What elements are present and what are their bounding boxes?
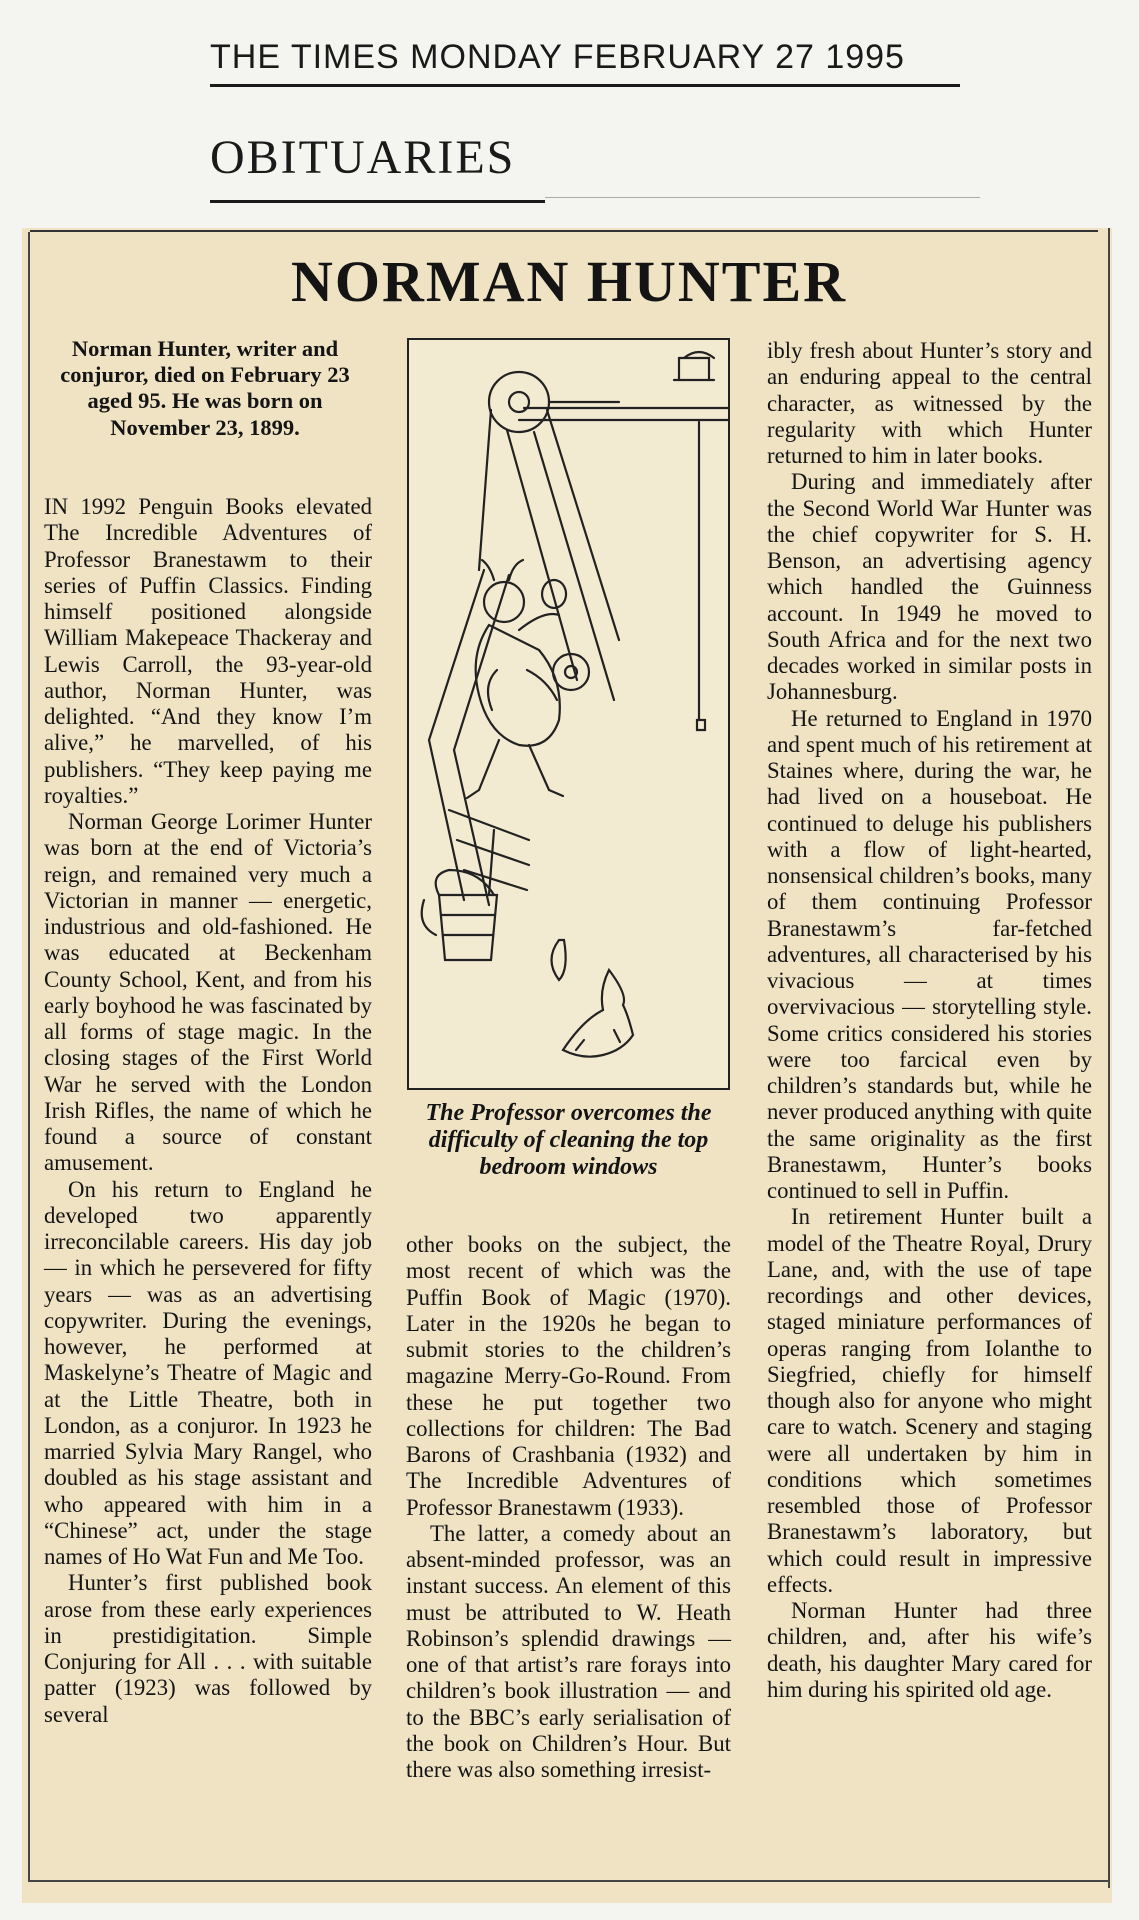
paragraph: other books on the subject, the most recent of which was the Puffin Book of Magic (1970). Later in the 1920s he began to submit stories to the children’s magazine Merry-Go-Round. From these he put together two collections for children: The Bad Barons of Crashbania (1932) and The Incredible Adventures of Professor Branestawm (1933).	[406, 1232, 731, 1520]
paragraph: On his return to England he developed two apparently irreconcilable careers. His day job — in which he persevered for fifty years — was as an advertising copywriter. During the evenings, however, he performed at Maskelyne’s Theatre of Magic and at the Little Theatre, both in London, as a conjuror. In 1923 he married Sylvia Mary Rangel, who doubled as his stage assistant and who appeared with him in a “Chinese” act, under the stage names of Ho Wat Fun and Me Too.	[44, 1176, 372, 1569]
paragraph: He returned to England in 1970 and spent much of his retirement at Staines where, during the war, he had lived on a houseboat. He continued to deluge his publishers with a flow of light-hearted, nonsensical children’s books, many of them continuing Professor Branestawm’s far-fetched adventures, all characterised by his vivacious — at times overvivacious — storytelling style. Some critics considered his stories were too farcical even by children’s standards but, while he never produced anything with quite the same originality as the first Branestawm, Hunter’s books continued to sell in Puffin.	[767, 705, 1092, 1203]
paragraph: ibly fresh about Hunter’s story and an enduring appeal to the central character, as witnessed by the regularity with which Hunter returned to him in later books.	[767, 338, 1092, 468]
clipping-top-rule	[30, 230, 1098, 232]
masthead: THE TIMES MONDAY FEBRUARY 27 1995	[210, 38, 905, 76]
column-3	[767, 338, 1092, 1703]
hairline-rule	[545, 197, 980, 198]
paragraph: In retirement Hunter built a model of the Theatre Royal, Drury Lane, and, with the use of tape recordings and other devices, staged miniature performances of operas ranging from Iolanthe to Siegfried, chiefly for himself though also for anyone who might care to watch. Scenery and staging were all undertaken by him in conditions which sometimes resembled those of Professor Branestawm’s laboratory, but which could result in impressive effects.	[767, 1204, 1092, 1597]
illustration-caption: The Professor overcomes the difficulty of cleaning the top bedroom windows	[425, 1100, 712, 1180]
masthead-rule	[210, 84, 960, 87]
clipping-bottom-rule	[28, 1880, 1110, 1882]
section-title: OBITUARIES	[210, 131, 516, 184]
clipping-left-rule	[28, 232, 30, 1882]
obituary-headline: NORMAN HUNTER	[290, 249, 848, 314]
illustration-professor-window-cleaning	[407, 338, 730, 1090]
clipping-right-rule	[1108, 228, 1110, 1888]
pulley-ladder-drawing	[409, 340, 728, 1088]
paragraph: Hunter’s first published book arose from these early experiences in prestidigitation. Simple Conjuring for All . . . with suitable patter (1923) was followed by several	[44, 1570, 372, 1727]
column-1	[44, 494, 372, 1728]
section-rule	[210, 200, 545, 203]
standfirst: Norman Hunter, writer and conjuror, died on February 23 aged 95. He was born on November 23, 1899.	[60, 336, 350, 440]
paragraph: Norman Hunter had three children, and, after his wife’s death, his daughter Mary cared for him during his spirited old age.	[767, 1598, 1092, 1702]
paragraph: During and immediately after the Second World War Hunter was the chief copywriter for S. H. Benson, an advertising agency which handled the Guinness account. In 1949 he moved to South Africa and for the next two decades worked in similar posts in Johannesburg.	[767, 469, 1092, 705]
paragraph: Norman George Lorimer Hunter was born at the end of Victoria’s reign, and remained very much a Victorian in manner — energetic, industrious and old-fashioned. He was educated at Beckenham County School, Kent, and from his early boyhood he was fascinated by all forms of stage magic. In the closing stages of the First World War he served with the London Irish Rifles, the name of which he found a source of constant amusement.	[44, 809, 372, 1176]
column-2	[406, 1232, 731, 1783]
paragraph: The latter, a comedy about an absent-minded professor, was an instant success. An element of this must be attributed to W. Heath Robinson’s splendid drawings — one of that artist’s rare forays into children’s book illustration — and to the BBC’s early serialisation of the book on Children’s Hour. But there was also something irresist-	[406, 1520, 731, 1782]
paragraph: IN 1992 Penguin Books elevated The Incredible Adventures of Professor Branestawm to their series of Puffin Classics. Finding himself positioned alongside William Makepeace Thackeray and Lewis Carroll, the 93-year-old author, Norman Hunter, was delighted. “And they know I’m alive,” he marvelled, of his publishers. “They keep paying me royalties.”	[44, 494, 372, 808]
